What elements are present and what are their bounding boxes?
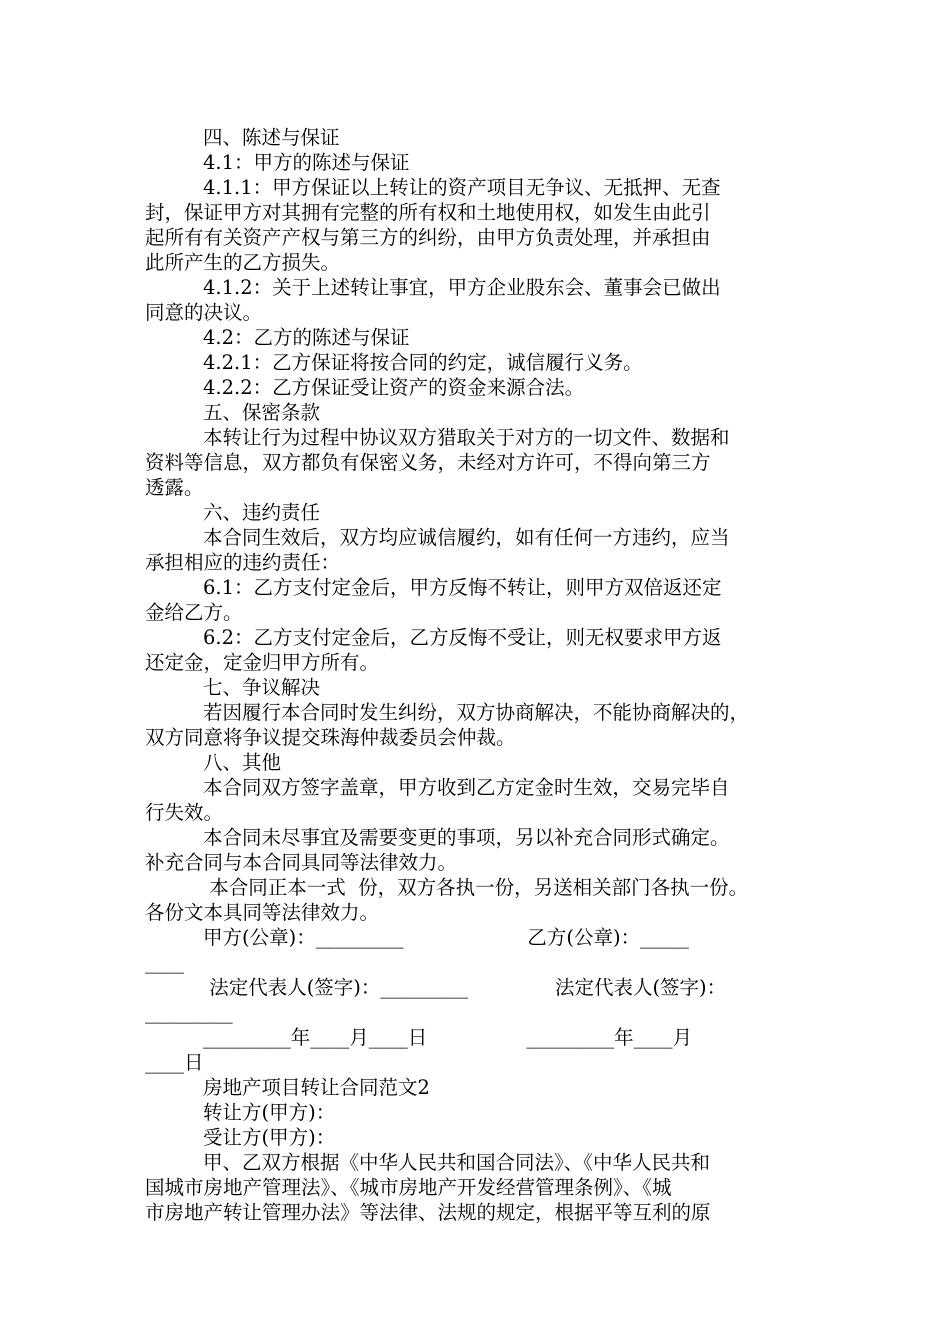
paragraph-line: 本转让行为过程中协议双方猎取关于对方的一切文件、数据和 xyxy=(203,426,730,449)
paragraph-line: 资料等信息，双方都负有保密义务，未经对方许可，不得向第三方 xyxy=(145,451,711,474)
paragraph-line: 金给乙方。 xyxy=(145,601,243,624)
subsection-heading: 4.2：乙方的陈述与保证 xyxy=(203,326,410,349)
paragraph-line: 6.2：乙方支付定金后，乙方反悔不受让，则无权要求甲方返 xyxy=(203,626,722,649)
paragraph-line: 6.1：乙方支付定金后，甲方反悔不转让，则甲方双倍返还定 xyxy=(203,576,722,599)
paragraph-line: 本合同双方签字盖章，甲方收到乙方定金时生效，交易完毕自 xyxy=(203,776,730,799)
section-heading: 五、保密条款 xyxy=(203,401,321,424)
section-heading: 八、其他 xyxy=(203,751,282,774)
party-line: 受让方(甲方)： xyxy=(203,1126,336,1149)
paragraph-line: 本合同正本一式 份，双方各执一份，另送相关部门各执一份。 xyxy=(203,876,749,899)
paragraph-line: 4.2.2：乙方保证受让资产的资金来源合法。 xyxy=(203,376,585,399)
paragraph-line: 各份文本具同等法律效力。 xyxy=(145,901,380,924)
paragraph-line: 补充合同与本合同具同等法律效力。 xyxy=(145,851,458,874)
paragraph-line: 承担相应的违约责任： xyxy=(145,551,341,574)
paragraph-line: 本合同未尽事宜及需要变更的事项，另以补充合同形式确定。 xyxy=(203,826,730,849)
subsection-heading: 4.1：甲方的陈述与保证 xyxy=(203,151,410,174)
date-line: _________年____月____日 _________年____月 xyxy=(203,1026,693,1049)
date-line: ____日 xyxy=(145,1051,204,1074)
paragraph-line: 国城市房地产管理法》、《城市房地产开发经营管理条例》、《城 xyxy=(145,1176,672,1199)
paragraph-line: 还定金，定金归甲方所有。 xyxy=(145,651,380,674)
document-title: 房地产项目转让合同范文2 xyxy=(203,1076,430,1099)
paragraph-line: 封，保证甲方对其拥有完整的所有权和土地使用权，如发生由此引 xyxy=(145,201,711,224)
signature-line: ____ xyxy=(145,951,184,974)
paragraph-line: 4.1.2：关于上述转让事宜，甲方企业股东会、董事会已做出 xyxy=(203,276,721,299)
signature-line: _________ xyxy=(145,1001,233,1024)
paragraph-line: 本合同生效后，双方均应诚信履约，如有任何一方违约，应当 xyxy=(203,526,730,549)
section-heading: 六、违约责任 xyxy=(203,501,321,524)
section-heading: 四、陈述与保证 xyxy=(203,126,340,149)
paragraph-line: 此所产生的乙方损失。 xyxy=(145,251,341,274)
party-line: 转让方(甲方)： xyxy=(203,1101,336,1124)
paragraph-line: 双方同意将争议提交珠海仲裁委员会仲裁。 xyxy=(145,726,516,749)
paragraph-line: 市房地产转让管理办法》等法律、法规的规定，根据平等互利的原 xyxy=(145,1201,711,1224)
signature-line: 甲方(公章)：_________ 乙方(公章)：_____ xyxy=(203,926,689,949)
paragraph-line: 起所有有关资产产权与第三方的纠纷，由甲方负责处理，并承担由 xyxy=(145,226,711,249)
section-heading: 七、争议解决 xyxy=(203,676,321,699)
signature-line: 法定代表人(签字)：_________ 法定代表人(签字)： xyxy=(203,976,727,999)
paragraph-line: 若因履行本合同时发生纠纷，双方协商解决，不能协商解决的， xyxy=(203,701,750,724)
paragraph-line: 4.2.1：乙方保证将按合同的约定，诚信履行义务。 xyxy=(203,351,643,374)
paragraph-line: 透露。 xyxy=(145,476,204,499)
paragraph-line: 4.1.1：甲方保证以上转让的资产项目无争议、无抵押、无查 xyxy=(203,176,721,199)
paragraph-line: 甲、乙双方根据《中华人民共和国合同法》、《中华人民共和 xyxy=(203,1151,711,1174)
paragraph-line: 行失效。 xyxy=(145,801,224,824)
paragraph-line: 同意的决议。 xyxy=(145,301,263,324)
